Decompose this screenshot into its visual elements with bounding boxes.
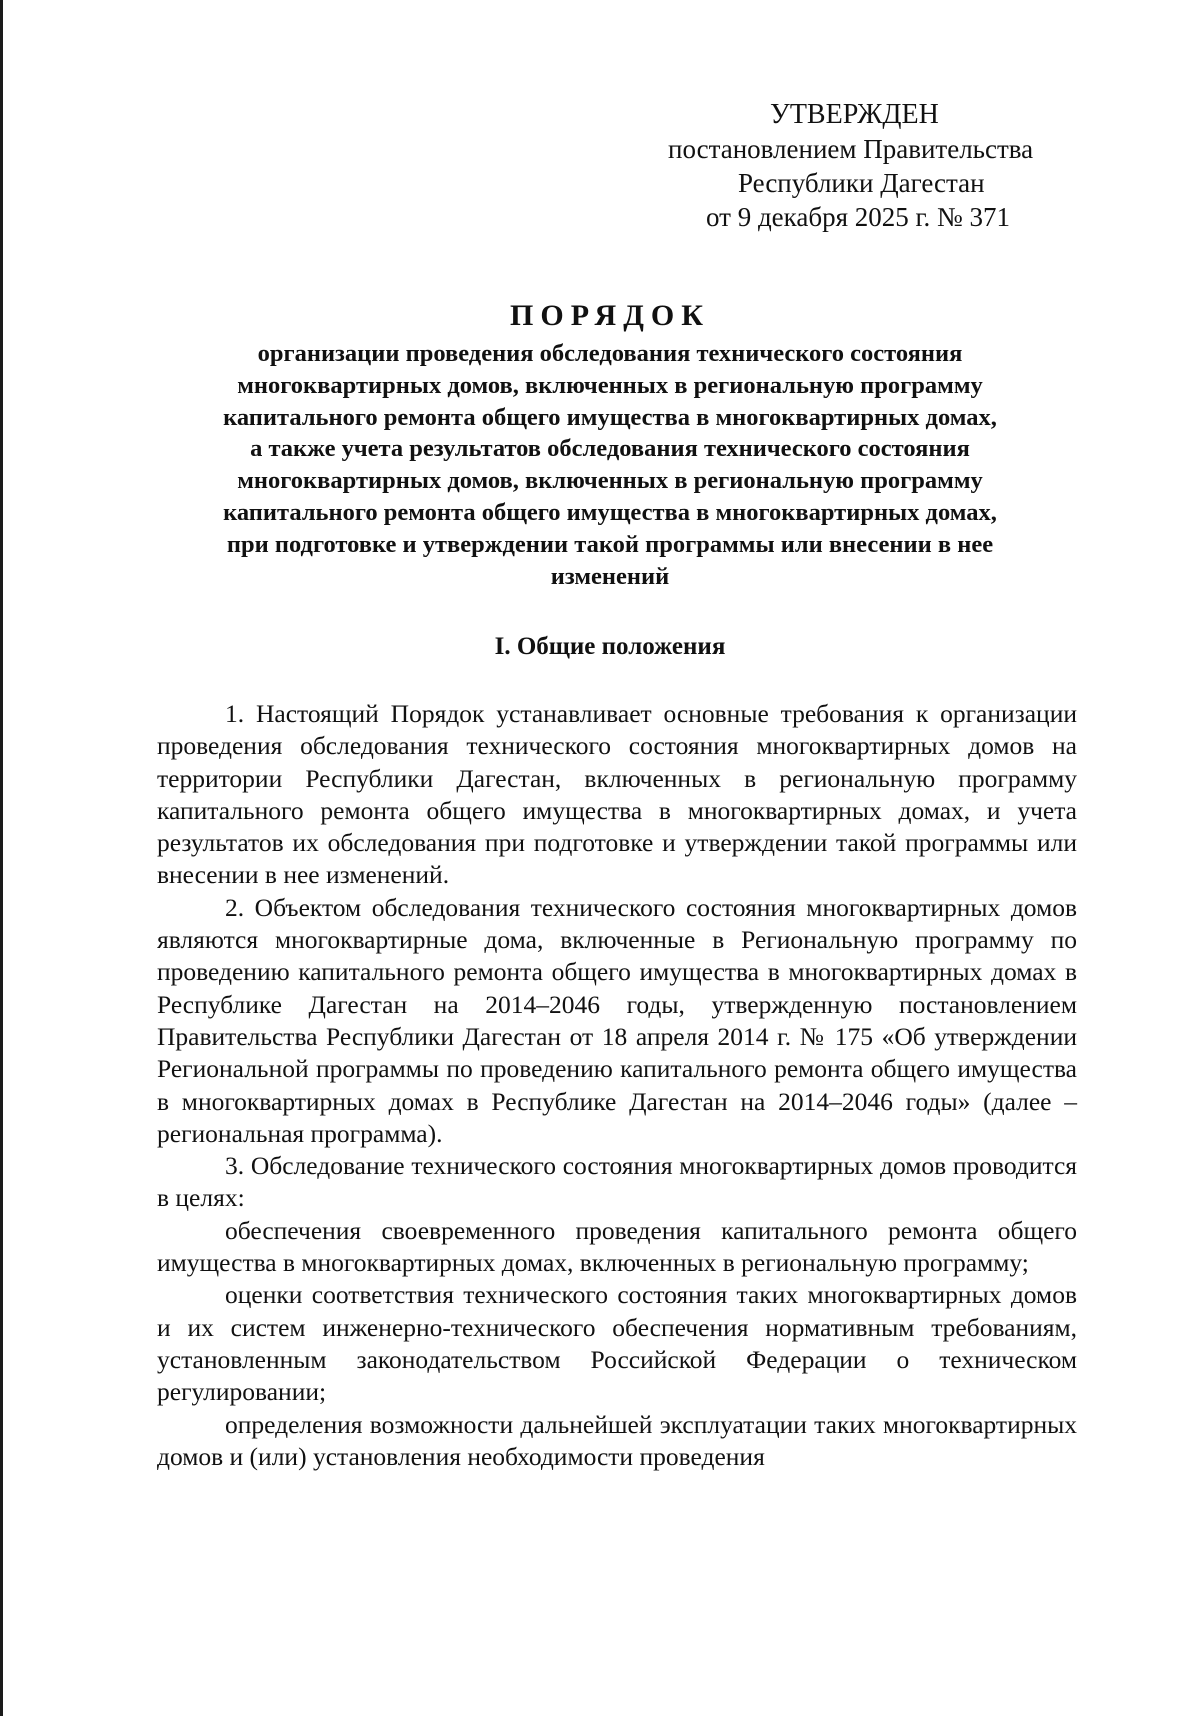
paragraph-3: 3. Обследование технического состояния многоквартирных домов проводится в целях: [157, 1151, 1077, 1213]
document-title: ПОРЯДОК [510, 299, 710, 332]
paragraph-3-item-2: оценки соответствия технического состояния таких многоквартирных домов и их систем инженерно-технического обеспечения нормативным требованиям, установленным законодательством Российской Федерации о техническом регулировании; [157, 1280, 1077, 1407]
approval-line-date-number: от 9 декабря 2025 г. № 371 [706, 202, 1011, 232]
approval-line-resolution: постановлением Правительства [668, 134, 1034, 164]
paragraph-2: 2. Объектом обследования технического состояния многоквартирных домов являются многоквартирные дома, включенные в Региональную программу по проведению капитального ремонта общего имущества в многоквартирных домах в Республике Дагестан на 2014–2046 годы, утвержденную постановлением Правительства Республики Дагестан от 18 апреля 2014 г. № 175 «Об утверждении Региональной программы по проведению капитального ремонта общего имущества в многоквартирных домах в Республике Дагестан на 2014–2046 годы» (далее – региональная программа). [157, 892, 1077, 1148]
document-heading [140, 296, 1080, 592]
document-body [157, 698, 1077, 1473]
paragraph-3-item-1: обеспечения своевременного проведения капитального ремонта общего имущества в многоквартирных домах, включенных в региональную программу; [157, 1215, 1077, 1278]
approval-stamp-block [640, 98, 1080, 234]
paragraph-3-item-3: определения возможности дальнейшей эксплуатации таких многоквартирных домов и (или) установления необходимости проведения [157, 1409, 1077, 1471]
approval-title: УТВЕРЖДЕН [770, 99, 939, 130]
section-heading: I. Общие положения [494, 633, 726, 660]
paragraph-1: 1. Настоящий Порядок устанавливает основные требования к организации проведения обследования технического состояния многоквартирных домов на территории Республики Дагестан, включенных в региональную программу капитального ремонта общего имущества в многоквартирных домах, и учета результатов их обследования при подготовке и утверждении такой программы или внесении в нее изменений. [157, 699, 1077, 890]
scan-edge-line [0, 0, 3, 1716]
document-subtitle: организации проведения обследования технического состояния многоквартирных домов, включенных в региональную программу капитального ремонта общего имущества в многоквартирных домах, а также учета результатов обследования технического состояния многоквартирных домов, включенных в региональную программу капитального ремонта общего имущества в многоквартирных домах, при подготовке и утверждении такой программы или внесении в нее изменений [223, 340, 997, 590]
approval-line-republic: Республики Дагестан [738, 168, 985, 198]
